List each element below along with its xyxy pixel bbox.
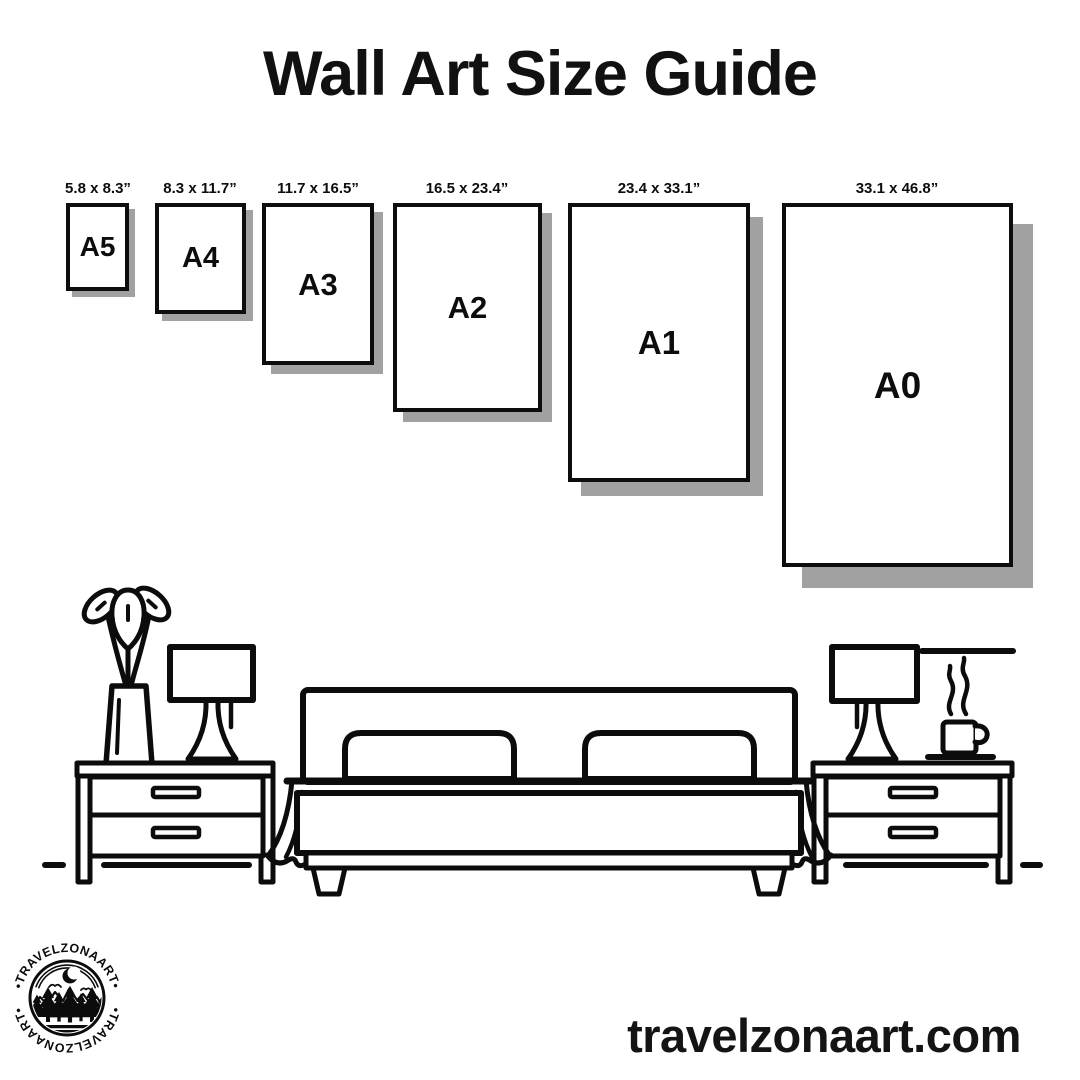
page-title: Wall Art Size Guide <box>263 39 817 109</box>
frame-a1-label: A1 <box>637 324 681 361</box>
size-label-a2: 16.5 x 23.4” <box>425 180 509 197</box>
frame-a1 <box>568 203 750 482</box>
frame-a3 <box>262 203 374 365</box>
frame-a0 <box>782 203 1013 567</box>
frame-a4 <box>155 203 246 314</box>
frame-a5 <box>66 203 129 291</box>
frame-a2 <box>393 203 542 412</box>
brand-logo <box>7 938 127 1058</box>
double-bed-icon <box>287 690 811 894</box>
size-label-a0: 33.1 x 46.8” <box>855 180 939 197</box>
website-url: travelzonaart.com <box>627 1009 1021 1062</box>
frame-a5-label: A5 <box>79 231 116 262</box>
table-lamp-right-icon <box>832 647 917 759</box>
potted-plant-icon <box>78 582 174 764</box>
table-lamp-left-icon <box>170 647 253 759</box>
pillow-icon <box>345 733 514 779</box>
bedroom-illustration <box>0 580 1080 910</box>
logo-bottom-text: •TRAVELZONAART• <box>11 1006 123 1056</box>
size-label-a4: 8.3 x 11.7” <box>163 180 237 197</box>
steam-icon <box>949 658 967 714</box>
pillow-icon <box>585 733 754 779</box>
birds-icon <box>81 988 91 990</box>
size-label-a5: 5.8 x 8.3” <box>65 180 131 197</box>
size-label-a3: 11.7 x 16.5” <box>277 180 359 197</box>
size-label-a1: 23.4 x 33.1” <box>617 180 701 197</box>
frame-a2-label: A2 <box>447 290 488 325</box>
frame-a3-label: A3 <box>298 266 338 302</box>
frame-a4-label: A4 <box>181 242 220 274</box>
coffee-cup-icon <box>928 722 993 757</box>
logo-top-text: •TRAVELZONAART• <box>11 940 123 990</box>
frame-a0-label: A0 <box>873 364 922 406</box>
